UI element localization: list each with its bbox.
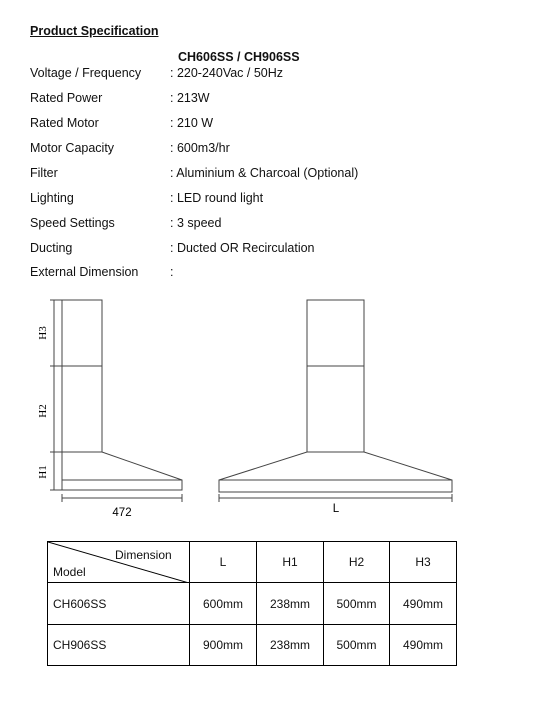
cell-l: 900mm [190, 625, 257, 666]
spec-label-rated-power: Rated Power [30, 91, 103, 105]
spec-value-rated-motor: : 210 W [170, 116, 214, 130]
spec-value-motor-capacity: : 600m3/hr [170, 141, 230, 155]
spec-value-ducting: : Ducted OR Recirculation [170, 241, 315, 255]
cell-h1: 238mm [257, 625, 324, 666]
side-view [50, 300, 182, 502]
label-h1: H1 [37, 465, 49, 479]
front-upper-chimney [307, 300, 364, 366]
side-canopy [62, 452, 182, 490]
spec-value-lighting: : LED round light [170, 191, 264, 205]
spec-label-lighting: Lighting [30, 191, 74, 205]
table-header-row [48, 542, 457, 583]
section-title: Product Specification [30, 24, 159, 38]
corner-dimension-label: Dimension [115, 548, 172, 562]
label-h2: H2 [37, 404, 49, 418]
label-front-width: L [332, 503, 340, 515]
cell-h1: 238mm [257, 583, 324, 625]
spec-label-rated-motor: Rated Motor [30, 116, 99, 130]
spec-label-speed: Speed Settings [30, 216, 115, 230]
row-model-ch606ss: CH606SS [48, 583, 190, 625]
spec-value-external-dimension: : [170, 265, 174, 279]
spec-label-filter: Filter [30, 166, 58, 180]
table-row [48, 583, 457, 625]
front-view [219, 300, 452, 502]
spec-value-rated-power: : 213W [170, 91, 210, 105]
corner-model-label: Model [53, 565, 86, 579]
spec-value-filter: : Aluminium & Charcoal (Optional) [170, 166, 359, 180]
spec-value-speed: : 3 speed [170, 216, 222, 230]
spec-label-ducting: Ducting [30, 241, 73, 255]
cell-h2: 500mm [324, 625, 390, 666]
front-canopy [219, 452, 452, 492]
spec-value-voltage: : 220-240Vac / 50Hz [170, 66, 284, 80]
label-side-width: 472 [112, 507, 132, 519]
cell-h2: 500mm [324, 583, 390, 625]
spec-label-motor-capacity: Motor Capacity [30, 141, 115, 155]
model-heading: CH606SS / CH906SS [178, 50, 300, 64]
cell-l: 600mm [190, 583, 257, 625]
header-h3: H3 [390, 542, 457, 583]
spec-label-external-dimension: External Dimension [30, 265, 139, 279]
side-upper-chimney [62, 300, 102, 366]
dimension-drawing [0, 290, 533, 530]
corner-cell [48, 542, 190, 583]
header-h1: H1 [257, 542, 324, 583]
table-row [48, 625, 457, 666]
front-lower-chimney [307, 366, 364, 452]
row-model-ch906ss: CH906SS [48, 625, 190, 666]
cell-h3: 490mm [390, 583, 457, 625]
dimension-table [47, 541, 457, 666]
label-h3: H3 [37, 326, 49, 340]
spec-label-voltage: Voltage / Frequency [30, 66, 142, 80]
header-h2: H2 [324, 542, 390, 583]
cell-h3: 490mm [390, 625, 457, 666]
side-lower-chimney [62, 366, 102, 452]
header-l: L [190, 542, 257, 583]
